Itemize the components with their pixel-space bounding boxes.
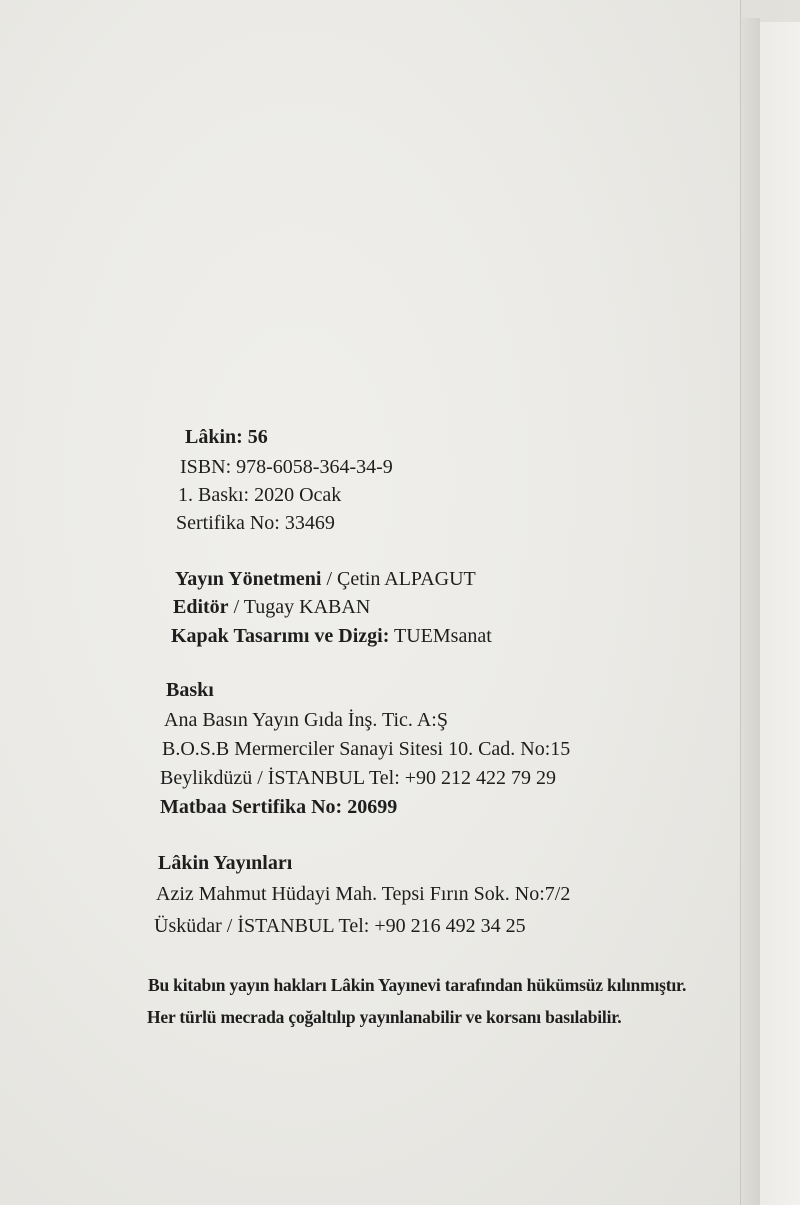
director-credit (175, 567, 476, 591)
director-label: Yayın Yönetmeni (175, 568, 322, 590)
design-label: Kapak Tasarımı ve Dizgi: (171, 625, 390, 647)
printing-company: Ana Basın Yayın Gıda İnş. Tic. A:Ş (164, 709, 448, 731)
director-name: / Çetin ALPAGUT (321, 568, 476, 590)
printing-certificate: Matbaa Sertifika No: 20699 (160, 796, 398, 818)
printing-heading: Baskı (166, 679, 214, 701)
design-name: TUEMsanat (389, 625, 492, 647)
isbn: ISBN: 978-6058-364-34-9 (180, 456, 393, 478)
rights-notice-line1: Bu kitabın yayın hakları Lâkin Yayınevi tarafından hükümsüz kılınmıştır. (148, 975, 687, 995)
editor-credit (173, 595, 370, 619)
editor-name: / Tugay KABAN (228, 596, 371, 618)
series-number: Lâkin: 56 (185, 426, 268, 448)
printing-address: B.O.S.B Mermerciler Sanayi Sitesi 10. Cad. No:15 (162, 738, 571, 760)
editor-label: Editör (173, 596, 229, 618)
rights-notice-line2: Her türlü mecrada çoğaltılıp yayınlanabilir ve korsanı basılabilir. (147, 1007, 622, 1027)
publisher-heading: Lâkin Yayınları (158, 852, 293, 874)
publisher-address: Aziz Mahmut Hüdayi Mah. Tepsi Fırın Sok. No:7/2 (156, 883, 571, 905)
certificate-number: Sertifika No: 33469 (176, 512, 335, 534)
publisher-city-phone: Üsküdar / İSTANBUL Tel: +90 216 492 34 25 (154, 915, 526, 937)
design-credit (171, 624, 492, 648)
printing-city-phone: Beylikdüzü / İSTANBUL Tel: +90 212 422 79 29 (160, 767, 557, 789)
edition: 1. Baskı: 2020 Ocak (178, 484, 342, 506)
